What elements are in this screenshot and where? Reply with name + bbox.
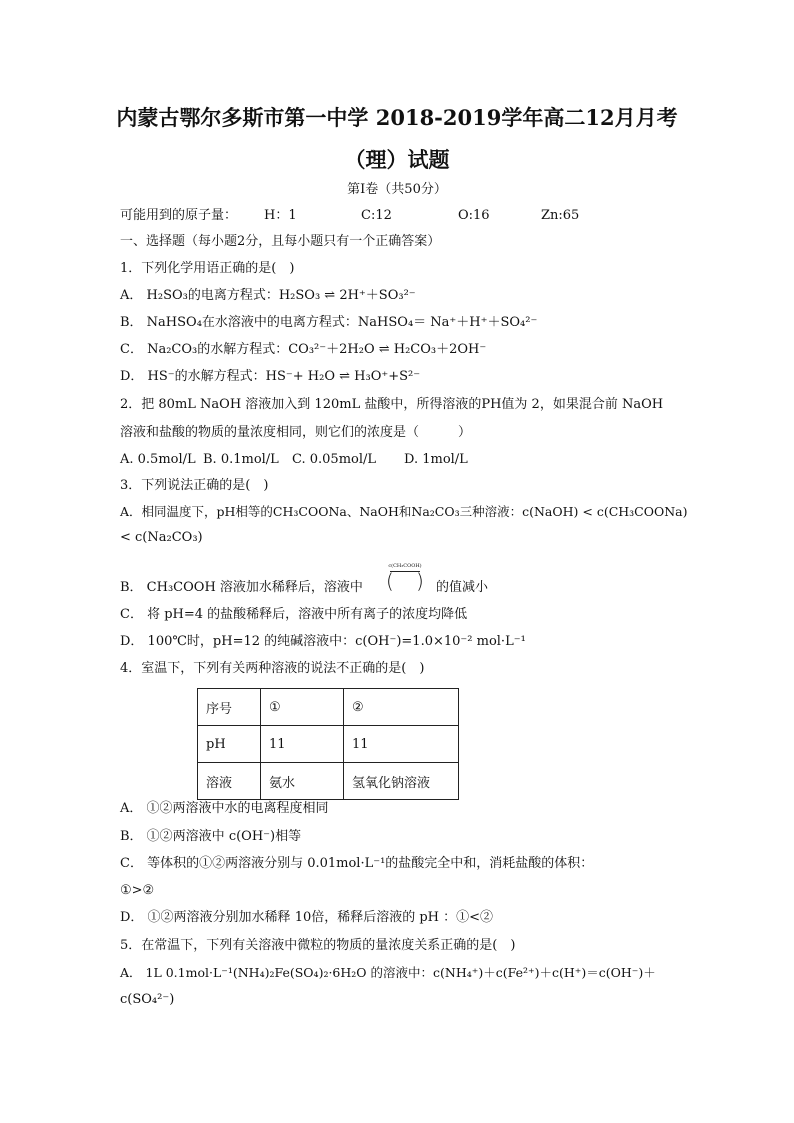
q3-option-d: D． 100℃时，pH=12 的纯碱溶液中：c(OH⁻)=1.0×10⁻² mol·L⁻¹	[120, 634, 526, 649]
exam-title-line2: （理）试题	[344, 147, 450, 172]
q5-stem: 5．在常温下，下列有关溶液中微粒的物质的量浓度关系正确的是( )	[120, 938, 516, 953]
table-row	[198, 689, 459, 726]
q4-option-c-line1: C． 等体积的①②两溶液分别与 0.01mol·L⁻¹的盐酸完全中和，消耗盐酸的体积：	[120, 856, 594, 871]
q3-option-a-line1: A．相同温度下，pH相等的CH₃COONa、NaOH和Na₂CO₃三种溶液：c(NaOH) < c(CH₃COONa)	[120, 504, 688, 519]
fraction-numerator: c(CH₃COOH)	[388, 563, 422, 569]
table-cell: pH	[198, 726, 261, 763]
table-row	[198, 763, 459, 800]
table-row	[198, 726, 459, 763]
fraction-left-paren: (	[386, 569, 394, 593]
q3-option-c: C． 将 pH=4 的盐酸稀释后，溶液中所有离子的浓度均降低	[120, 607, 468, 622]
q3-fraction	[384, 563, 426, 593]
table-cell: 溶液	[198, 763, 261, 800]
q5-option-a-line2: c(SO₄²⁻)	[120, 992, 175, 1007]
q2-option-a: A. 0.5mol/L	[120, 452, 196, 467]
q2-stem-line1: 2．把 80mL NaOH 溶液加入到 120mL 盐酸中，所得溶液的PH值为 2，如果混合前 NaOH	[120, 397, 664, 412]
table-cell: 11	[344, 726, 459, 763]
table-cell: 序号	[198, 689, 261, 726]
q4-option-c-line2: ①>②	[120, 883, 155, 898]
atomic-mass-label: 可能用到的原子量：	[120, 208, 238, 223]
q2-stem-line2: 溶液和盐酸的物质的量浓度相同，则它们的浓度是（ ）	[120, 425, 472, 440]
table-cell: ②	[344, 689, 459, 726]
atomic-mass-c: C:12	[361, 208, 392, 223]
q2-option-d: D. 1mol/L	[404, 452, 468, 467]
fraction-right-paren: )	[416, 569, 424, 593]
atomic-mass-zn: Zn:65	[541, 208, 580, 223]
q2-option-c: C. 0.05mol/L	[292, 452, 377, 467]
q4-option-b: B． ①②两溶液中 c(OH⁻)相等	[120, 829, 302, 844]
table-cell: 氨水	[261, 763, 344, 800]
q5-option-a-line1: A． 1L 0.1mol·L⁻¹(NH₄)₂Fe(SO₄)₂·6H₂O 的溶液中：c(NH₄⁺)＋c(Fe²⁺)＋c(H⁺)＝c(OH⁻)＋	[120, 965, 656, 980]
q3-option-b-text: B． CH₃COOH 溶液加水稀释后，溶液中	[120, 580, 363, 595]
q1-option-b: B． NaHSO₄在水溶液中的电离方程式：NaHSO₄＝ Na⁺＋H⁺＋SO₄²⁻	[120, 315, 538, 330]
table-cell: 氢氧化钠溶液	[344, 763, 459, 800]
q1-option-d: D． HS⁻的水解方程式：HS⁻+ H₂O ⇌ H₃O⁺+S²⁻	[120, 369, 421, 384]
q4-data-table	[197, 688, 459, 800]
q2-option-b: B. 0.1mol/L	[203, 452, 279, 467]
q4-option-d: D． ①②两溶液分别加水稀释 10倍，稀释后溶液的 pH ：①<②	[120, 910, 494, 925]
atomic-mass-o: O:16	[458, 208, 490, 223]
q1-option-a: A． H₂SO₃的电离方程式：H₂SO₃ ⇌ 2H⁺＋SO₃²⁻	[120, 288, 416, 303]
atomic-mass-h: H：1	[264, 208, 297, 223]
section-heading: 第Ⅰ卷（共50分）	[347, 182, 447, 197]
q1-option-c: C． Na₂CO₃的水解方程式：CO₃²⁻＋2H₂O ⇌ H₂CO₃＋2OH⁻	[120, 342, 487, 357]
q3-option-a-line2: < c(Na₂CO₃)	[120, 530, 203, 545]
q4-stem: 4．室温下，下列有关两种溶液的说法不正确的是( )	[120, 661, 425, 676]
table-cell: 11	[261, 726, 344, 763]
q3-option-b-tail: 的值减小	[436, 580, 489, 595]
exam-title-line1: 内蒙古鄂尔多斯市第一中学 2018-2019学年高二12月月考	[116, 105, 678, 130]
q4-option-a: A． ①②两溶液中水的电离程度相同	[120, 801, 329, 816]
q3-stem: 3．下列说法正确的是( )	[120, 478, 269, 493]
part1-header: 一、选择题（每小题2分，且每小题只有一个正确答案）	[120, 234, 441, 249]
table-cell: ①	[261, 689, 344, 726]
q1-stem: 1．下列化学用语正确的是( )	[120, 261, 295, 276]
